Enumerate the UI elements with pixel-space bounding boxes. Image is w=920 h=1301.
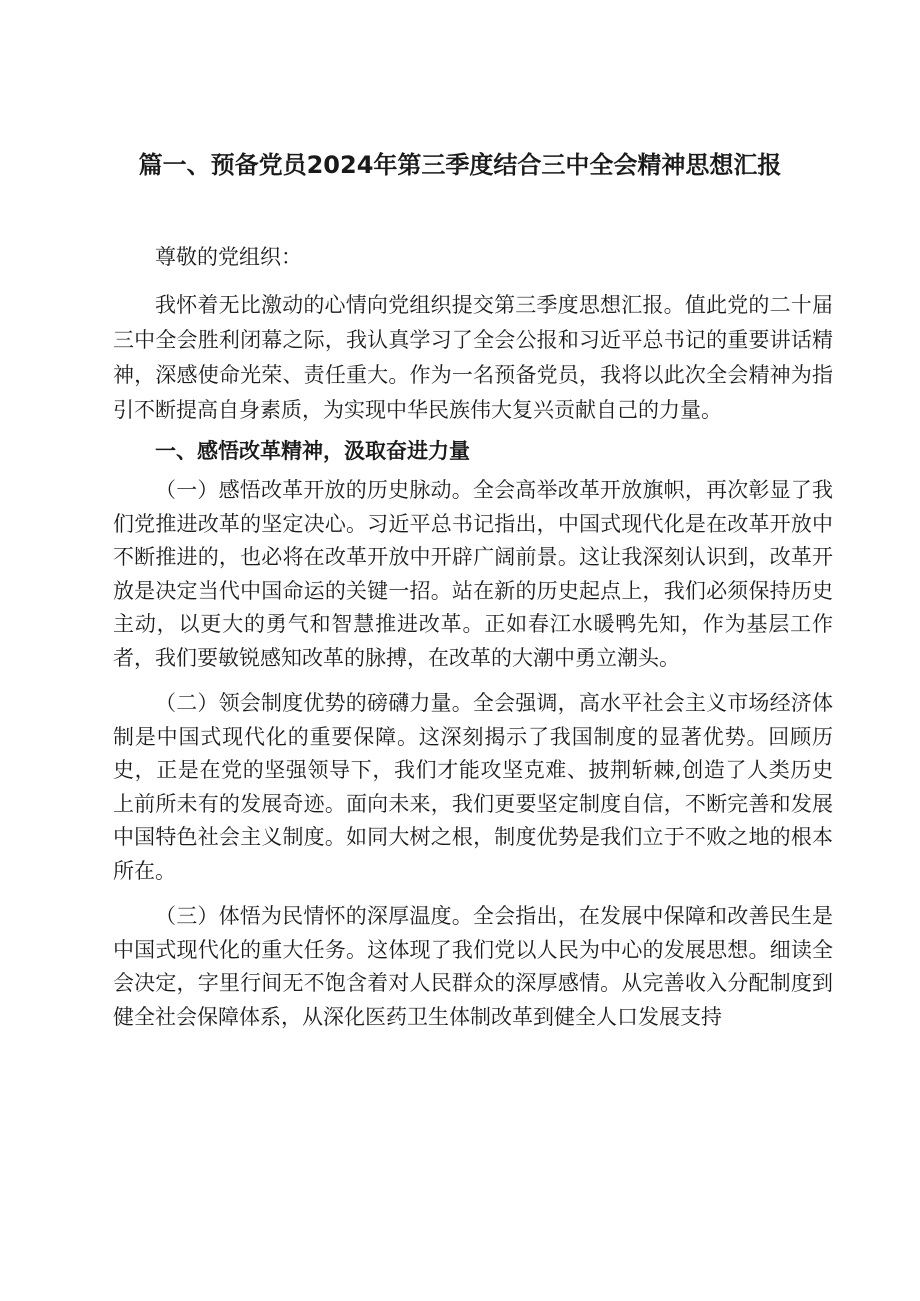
intro-paragraph: 我怀着无比激动的心情向党组织提交第三季度思想汇报。值此党的二十届三中全会胜利闭幕之际，我认真学习了全会公报和习近平总书记的重要讲话精神，深感使命光荣、责任重大。作为一名预备党员，我将以此次全会精神为指引不断提高自身素质，为实现中华民族伟大复兴贡献自己的力量。 — [113, 293, 833, 422]
paragraph-1: （一）感悟改革开放的历史脉动。全会高举改革开放旗帜，再次彰显了我们党推进改革的坚定决心。习近平总书记指出，中国式现代化是在改革开放中不断推进的，也必将在改革开放中开辟广阔前景。这让我深刻认识到，改革开放是决定当代中国命运的关键一招。站在新的历史起点上，我们必须保持历史主动，以更大的勇气和智慧推进改革。正如春江水暖鸭先知，作为基层工作者，我们要敏锐感知改革的脉搏，在改革的大潮中勇立潮头。 — [113, 478, 833, 670]
paragraph-3: （三）体悟为民情怀的深厚温度。全会指出，在发展中保障和改善民生是中国式现代化的重大任务。这体现了我们党以人民为中心的发展思想。细读全会决定，字里行间无不饱含着对人民群众的深厚感情。从完善收入分配制度到健全社会保障体系，从深化医药卫生体制改革到健全人口发展支持 — [113, 904, 833, 1029]
paragraph-2: （二）领会制度优势的磅礴力量。全会强调，高水平社会主义市场经济体制是中国式现代化的重要保障。这深刻揭示了我国制度的显著优势。回顾历史，正是在党的坚强领导下，我们才能攻坚克难、披荆斩棘,创造了人类历史上前所未有的发展奇迹。面向未来，我们更要坚定制度自信，不断完善和发展中国特色社会主义制度。如同大树之根，制度优势是我们立于不败之地的根本所在。 — [113, 691, 833, 883]
document-title: 篇一、预备党员2024年第三季度结合三中全会精神思想汇报 — [138, 151, 782, 179]
greeting: 尊敬的党组织： — [155, 245, 302, 269]
document-body — [113, 240, 833, 1046]
section-heading-1: 一、感悟改革精神，汲取奋进力量 — [155, 439, 470, 463]
